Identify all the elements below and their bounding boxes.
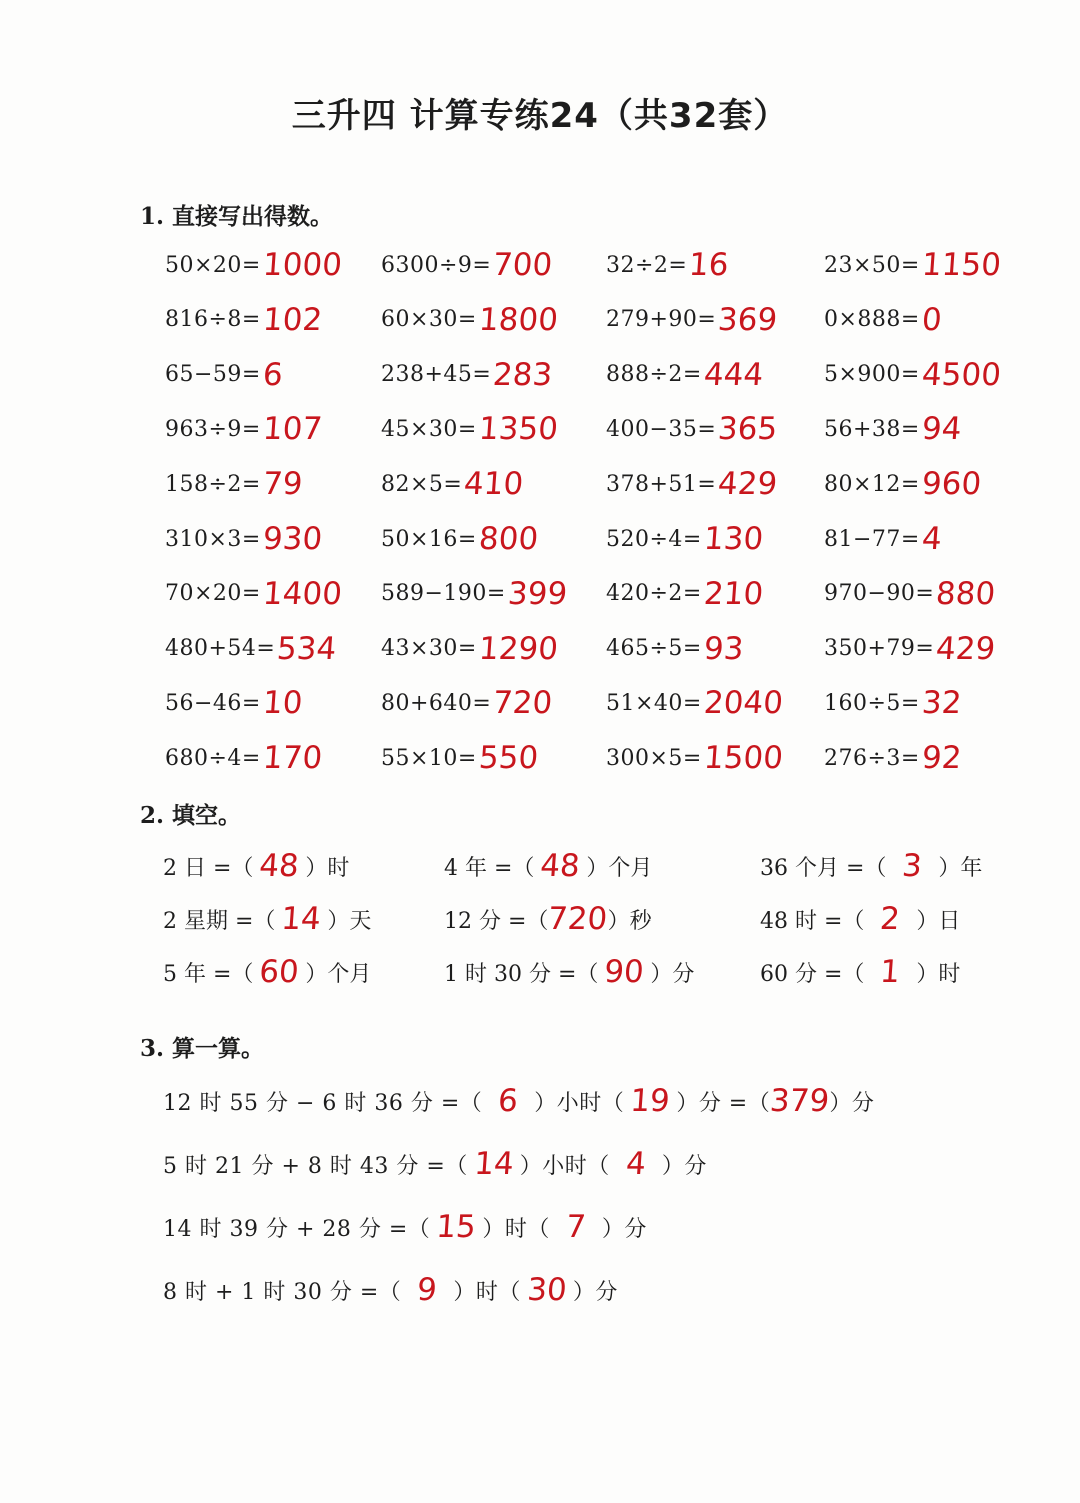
problem-item [381, 621, 558, 677]
handwritten-answer: 32 [920, 685, 963, 722]
problem-item [606, 456, 778, 512]
fill-prefix: 2 日 =（ [163, 855, 254, 881]
fill-suffix: ）日 [916, 908, 961, 934]
calc-text: ）分 [601, 1216, 647, 1242]
calc-text: 8 时 + 1 时 30 分 =（ [163, 1279, 402, 1305]
problem-item [381, 730, 538, 786]
calc-text: ）时（ [482, 1216, 550, 1242]
problem-expression: 160÷5= [824, 690, 920, 716]
problem-item [165, 511, 322, 567]
fill-prefix: 2 星期 =（ [163, 908, 276, 934]
calc-row [163, 1136, 707, 1192]
calc-text: 14 时 39 分 + 28 分 =（ [163, 1216, 431, 1242]
problem-item [824, 675, 961, 731]
handwritten-answer: 210 [702, 575, 765, 612]
fill-prefix: 5 年 =（ [163, 961, 254, 987]
problem-expression: 158÷2= [165, 471, 261, 497]
problem-row [0, 401, 1080, 457]
problem-item [165, 675, 302, 731]
handwritten-answer: 1000 [261, 247, 344, 283]
handwritten-answer: 930 [261, 521, 324, 557]
problem-expression: 0×888= [824, 307, 920, 333]
problem-expression: 350+79= [824, 636, 935, 662]
section-2-heading: 2. 填空。 [140, 802, 242, 829]
handwritten-answer: 92 [920, 740, 963, 777]
handwritten-answer: 48 [539, 848, 582, 884]
handwritten-answer: 90 [603, 954, 646, 990]
handwritten-answer: 4 [624, 1146, 647, 1182]
problem-expression: 50×16= [381, 526, 477, 552]
handwritten-answer: 107 [261, 411, 324, 448]
problem-item [824, 401, 961, 457]
problem-item [165, 456, 302, 512]
problem-expression: 465÷5= [606, 636, 702, 662]
problem-expression: 238+45= [381, 362, 492, 388]
handwritten-answer: 1 [879, 954, 902, 990]
problem-item [606, 730, 783, 786]
handwritten-answer: 6 [497, 1083, 520, 1119]
handwritten-answer: 14 [280, 901, 323, 937]
problem-expression: 82×5= [381, 471, 463, 497]
problem-expression: 963÷9= [165, 416, 261, 442]
problem-item [381, 456, 524, 512]
problem-row [0, 621, 1080, 677]
problem-expression: 520÷4= [606, 526, 702, 552]
handwritten-answer: 720 [547, 901, 609, 937]
problem-expression: 276÷3= [824, 745, 920, 771]
problem-row [0, 511, 1080, 567]
handwritten-answer: 170 [261, 740, 324, 777]
problem-item [824, 730, 961, 786]
handwritten-answer: 550 [477, 740, 540, 777]
fill-item [163, 891, 371, 947]
problem-expression: 5×900= [824, 362, 920, 388]
handwritten-answer: 399 [506, 575, 569, 612]
problem-row [0, 566, 1080, 622]
calc-text: 5 时 21 分 + 8 时 43 分 =（ [163, 1153, 468, 1179]
handwritten-answer: 19 [629, 1083, 672, 1119]
problem-expression: 51×40= [606, 690, 702, 716]
problem-item [606, 621, 743, 677]
problem-expression: 310×3= [165, 526, 261, 552]
handwritten-answer: 1290 [477, 630, 560, 667]
problem-expression: 60×30= [381, 307, 477, 333]
handwritten-answer: 48 [258, 848, 301, 884]
handwritten-answer: 444 [702, 356, 765, 393]
calc-text: ）分 [829, 1090, 875, 1116]
problem-expression: 589−190= [381, 581, 506, 607]
handwritten-answer: 93 [702, 630, 745, 667]
problem-item [165, 401, 322, 457]
handwritten-answer: 3 [901, 848, 924, 884]
fill-suffix: ）年 [938, 855, 983, 881]
fill-row [0, 891, 1080, 947]
handwritten-answer: 130 [702, 521, 765, 557]
problem-row [0, 237, 1080, 293]
problem-item [824, 237, 1001, 293]
problem-item [381, 401, 558, 457]
fill-prefix: 36 个月 =（ [760, 855, 887, 881]
problem-item [165, 237, 342, 293]
handwritten-answer: 7 [564, 1209, 587, 1245]
section-3-heading: 3. 算一算。 [140, 1035, 265, 1062]
handwritten-answer: 379 [768, 1083, 831, 1119]
handwritten-answer: 365 [717, 411, 779, 448]
fill-item [163, 838, 349, 894]
problem-expression: 43×30= [381, 636, 477, 662]
problem-expression: 970−90= [824, 581, 935, 607]
fill-item [760, 944, 960, 1000]
fill-suffix: ）分 [650, 961, 695, 987]
fill-prefix: 48 时 =（ [760, 908, 865, 934]
problem-row [0, 675, 1080, 731]
handwritten-answer: 960 [920, 466, 983, 503]
handwritten-answer: 94 [920, 411, 963, 448]
problem-item [165, 347, 283, 403]
calc-row [163, 1073, 874, 1129]
page-title: 三升四 计算专练24（共32套） [291, 96, 789, 136]
problem-expression: 32÷2= [606, 252, 688, 278]
handwritten-answer: 4 [920, 521, 943, 557]
handwritten-answer: 15 [435, 1209, 478, 1245]
problem-expression: 80×12= [824, 471, 920, 497]
handwritten-answer: 534 [276, 630, 338, 667]
problem-item [824, 621, 996, 677]
problem-expression: 680÷4= [165, 745, 261, 771]
problem-expression: 70×20= [165, 581, 261, 607]
handwritten-answer: 60 [258, 954, 301, 990]
handwritten-answer: 1800 [477, 301, 560, 338]
handwritten-answer: 1400 [261, 575, 344, 612]
problem-item [606, 675, 783, 731]
handwritten-answer: 800 [477, 521, 540, 557]
problem-expression: 65−59= [165, 362, 261, 388]
problem-item [381, 511, 538, 567]
problem-item [165, 730, 322, 786]
calc-text: ）小时（ [534, 1090, 625, 1116]
fill-item [444, 838, 652, 894]
handwritten-answer: 9 [416, 1272, 439, 1308]
problem-expression: 80+640= [381, 690, 492, 716]
calc-text: ）分 [572, 1279, 618, 1305]
problem-row [0, 292, 1080, 348]
problem-row [0, 347, 1080, 403]
handwritten-answer: 79 [261, 466, 304, 503]
problem-expression: 6300÷9= [381, 252, 492, 278]
problem-item [165, 566, 342, 622]
fill-suffix: ）个月 [586, 855, 653, 881]
handwritten-answer: 102 [261, 301, 324, 338]
problem-item [381, 566, 567, 622]
problem-expression: 56+38= [824, 416, 920, 442]
fill-row [0, 944, 1080, 1000]
problem-item [165, 292, 322, 348]
problem-expression: 55×10= [381, 745, 477, 771]
handwritten-answer: 10 [261, 685, 304, 722]
calc-text: 12 时 55 分 − 6 时 36 分 =（ [163, 1090, 483, 1116]
fill-suffix: ）天 [327, 908, 372, 934]
problem-item [606, 511, 763, 567]
problem-expression: 50×20= [165, 252, 261, 278]
handwritten-answer: 429 [717, 466, 779, 503]
fill-item [444, 891, 652, 947]
fill-item [163, 944, 371, 1000]
problem-expression: 300×5= [606, 745, 702, 771]
problem-item [606, 347, 763, 403]
handwritten-answer: 1500 [702, 740, 785, 777]
problem-expression: 378+51= [606, 471, 717, 497]
problem-item [824, 511, 942, 567]
fill-row [0, 838, 1080, 894]
fill-item [760, 838, 982, 894]
problem-row [0, 456, 1080, 512]
problem-item [824, 566, 996, 622]
fill-suffix: ）个月 [305, 961, 372, 987]
handwritten-answer: 16 [688, 247, 731, 283]
problem-item [606, 566, 763, 622]
fill-prefix: 60 分 =（ [760, 961, 865, 987]
handwritten-answer: 6 [261, 356, 284, 393]
handwritten-answer: 4500 [920, 356, 1003, 393]
problem-item [381, 292, 558, 348]
handwritten-answer: 369 [717, 301, 779, 338]
fill-item [444, 944, 694, 1000]
handwritten-answer: 429 [935, 630, 997, 667]
problem-item [606, 401, 778, 457]
problem-item [824, 456, 981, 512]
problem-expression: 81−77= [824, 526, 920, 552]
handwritten-answer: 283 [492, 356, 554, 393]
section-1-heading: 1. 直接写出得数。 [140, 203, 334, 230]
handwritten-answer: 14 [472, 1146, 515, 1182]
problem-expression: 888÷2= [606, 362, 702, 388]
handwritten-answer: 0 [920, 301, 943, 338]
fill-prefix: 12 分 =（ [444, 908, 549, 934]
problem-item [381, 347, 553, 403]
calc-text: ）分 [661, 1153, 707, 1179]
problem-item [165, 621, 337, 677]
calc-text: ）时（ [453, 1279, 521, 1305]
handwritten-answer: 720 [492, 685, 554, 722]
problem-expression: 45×30= [381, 416, 477, 442]
calc-row [163, 1199, 647, 1255]
handwritten-answer: 1350 [477, 411, 560, 448]
problem-expression: 400−35= [606, 416, 717, 442]
handwritten-answer: 700 [492, 247, 554, 283]
problem-expression: 480+54= [165, 636, 276, 662]
problem-expression: 23×50= [824, 252, 920, 278]
handwritten-answer: 2040 [702, 685, 785, 722]
problem-item [824, 292, 942, 348]
problem-item [824, 347, 1001, 403]
problem-item [381, 237, 553, 293]
problem-item [606, 292, 778, 348]
fill-suffix: ）时 [305, 855, 350, 881]
fill-suffix: ）时 [916, 961, 961, 987]
fill-prefix: 4 年 =（ [444, 855, 535, 881]
problem-expression: 816÷8= [165, 307, 261, 333]
problem-expression: 420÷2= [606, 581, 702, 607]
handwritten-answer: 30 [525, 1272, 568, 1308]
calc-text: ）小时（ [519, 1153, 610, 1179]
fill-prefix: 1 时 30 分 =（ [444, 961, 599, 987]
problem-expression: 56−46= [165, 690, 261, 716]
problem-item [381, 675, 553, 731]
handwritten-answer: 880 [935, 575, 997, 612]
handwritten-answer: 1150 [920, 247, 1003, 283]
calc-text: ）分 =（ [676, 1090, 771, 1116]
problem-expression: 279+90= [606, 307, 717, 333]
handwritten-answer: 410 [463, 466, 525, 503]
calc-row [163, 1262, 618, 1318]
problem-item [606, 237, 729, 293]
handwritten-answer: 2 [879, 901, 902, 937]
fill-item [760, 891, 960, 947]
problem-row [0, 730, 1080, 786]
fill-suffix: ）秒 [607, 908, 652, 934]
